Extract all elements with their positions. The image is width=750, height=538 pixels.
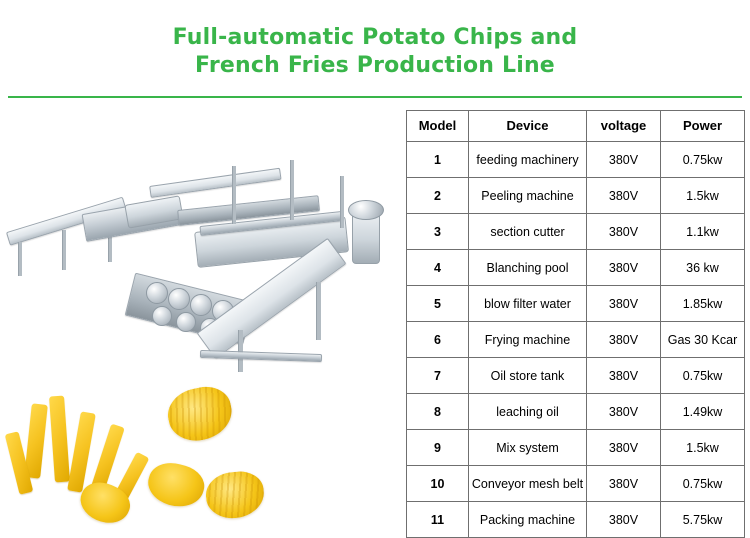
cell-voltage: 380V (587, 394, 661, 430)
table-row (407, 142, 745, 178)
table-row (407, 502, 745, 538)
table-row (407, 430, 745, 466)
cell-power: Gas 30 Kcar (661, 322, 745, 358)
cell-device: Blanching pool (469, 250, 587, 286)
cell-power: 1.1kw (661, 214, 745, 250)
table-row (407, 250, 745, 286)
support-leg (290, 160, 294, 220)
cell-power: 1.85kw (661, 286, 745, 322)
cell-power: 0.75kw (661, 358, 745, 394)
support-leg (316, 282, 321, 340)
cell-device: Mix system (469, 430, 587, 466)
specification-table (406, 110, 744, 538)
header-device: Device (469, 111, 587, 142)
french-fry (67, 411, 96, 492)
cell-device: Conveyor mesh belt (469, 466, 587, 502)
cell-voltage: 380V (587, 358, 661, 394)
tank-lid (348, 200, 384, 220)
cell-power: 1.49kw (661, 394, 745, 430)
cell-model: 6 (407, 322, 469, 358)
potato-chip (143, 457, 208, 513)
table-row (407, 286, 745, 322)
roller (168, 288, 190, 310)
cell-voltage: 380V (587, 178, 661, 214)
table-row (407, 322, 745, 358)
cell-power: 36 kw (661, 250, 745, 286)
header-model: Model (407, 111, 469, 142)
cell-model: 3 (407, 214, 469, 250)
cell-model: 7 (407, 358, 469, 394)
cell-voltage: 380V (587, 430, 661, 466)
production-line-photo (0, 104, 400, 534)
table-row (407, 214, 745, 250)
cell-model: 1 (407, 142, 469, 178)
cell-device: feeding machinery (469, 142, 587, 178)
fries-and-chips (8, 366, 398, 534)
cell-power: 0.75kw (661, 466, 745, 502)
conveyor-mid (149, 168, 281, 198)
cell-device: section cutter (469, 214, 587, 250)
roller (190, 294, 212, 316)
cell-power: 1.5kw (661, 430, 745, 466)
cell-model: 4 (407, 250, 469, 286)
cell-model: 9 (407, 430, 469, 466)
cell-power: 5.75kw (661, 502, 745, 538)
title-divider (8, 96, 742, 98)
cell-voltage: 380V (587, 322, 661, 358)
potato-chip (163, 382, 236, 446)
table-row (407, 394, 745, 430)
table-row (407, 466, 745, 502)
support-leg (18, 242, 22, 276)
french-fry (24, 403, 48, 478)
cell-device: Oil store tank (469, 358, 587, 394)
cell-device: Peeling machine (469, 178, 587, 214)
support-leg (62, 230, 66, 270)
table-row (407, 178, 745, 214)
cell-device: blow filter water (469, 286, 587, 322)
cell-model: 8 (407, 394, 469, 430)
cell-power: 0.75kw (661, 142, 745, 178)
cell-voltage: 380V (587, 250, 661, 286)
roller (176, 312, 196, 332)
cell-voltage: 380V (587, 142, 661, 178)
title-line-1: Full-automatic Potato Chips and (172, 25, 578, 50)
cell-power: 1.5kw (661, 178, 745, 214)
roller (152, 306, 172, 326)
roller (146, 282, 168, 304)
cell-model: 10 (407, 466, 469, 502)
conveyor-base-rail (200, 350, 322, 362)
header-power: Power (661, 111, 745, 142)
cell-voltage: 380V (587, 214, 661, 250)
cell-model: 5 (407, 286, 469, 322)
page-title (0, 24, 750, 80)
production-line-machinery (0, 114, 400, 374)
spec-table (406, 110, 745, 538)
cell-voltage: 380V (587, 502, 661, 538)
cell-device: Frying machine (469, 322, 587, 358)
french-fry (49, 396, 70, 483)
header-voltage: voltage (587, 111, 661, 142)
cell-voltage: 380V (587, 286, 661, 322)
cell-model: 2 (407, 178, 469, 214)
cell-model: 11 (407, 502, 469, 538)
table-row (407, 358, 745, 394)
support-leg (232, 166, 236, 224)
cell-device: Packing machine (469, 502, 587, 538)
potato-chip (204, 469, 266, 521)
cell-voltage: 380V (587, 466, 661, 502)
support-leg (340, 176, 344, 228)
title-line-2: French Fries Production Line (195, 53, 555, 78)
table-header-row (407, 111, 745, 142)
cell-device: leaching oil (469, 394, 587, 430)
